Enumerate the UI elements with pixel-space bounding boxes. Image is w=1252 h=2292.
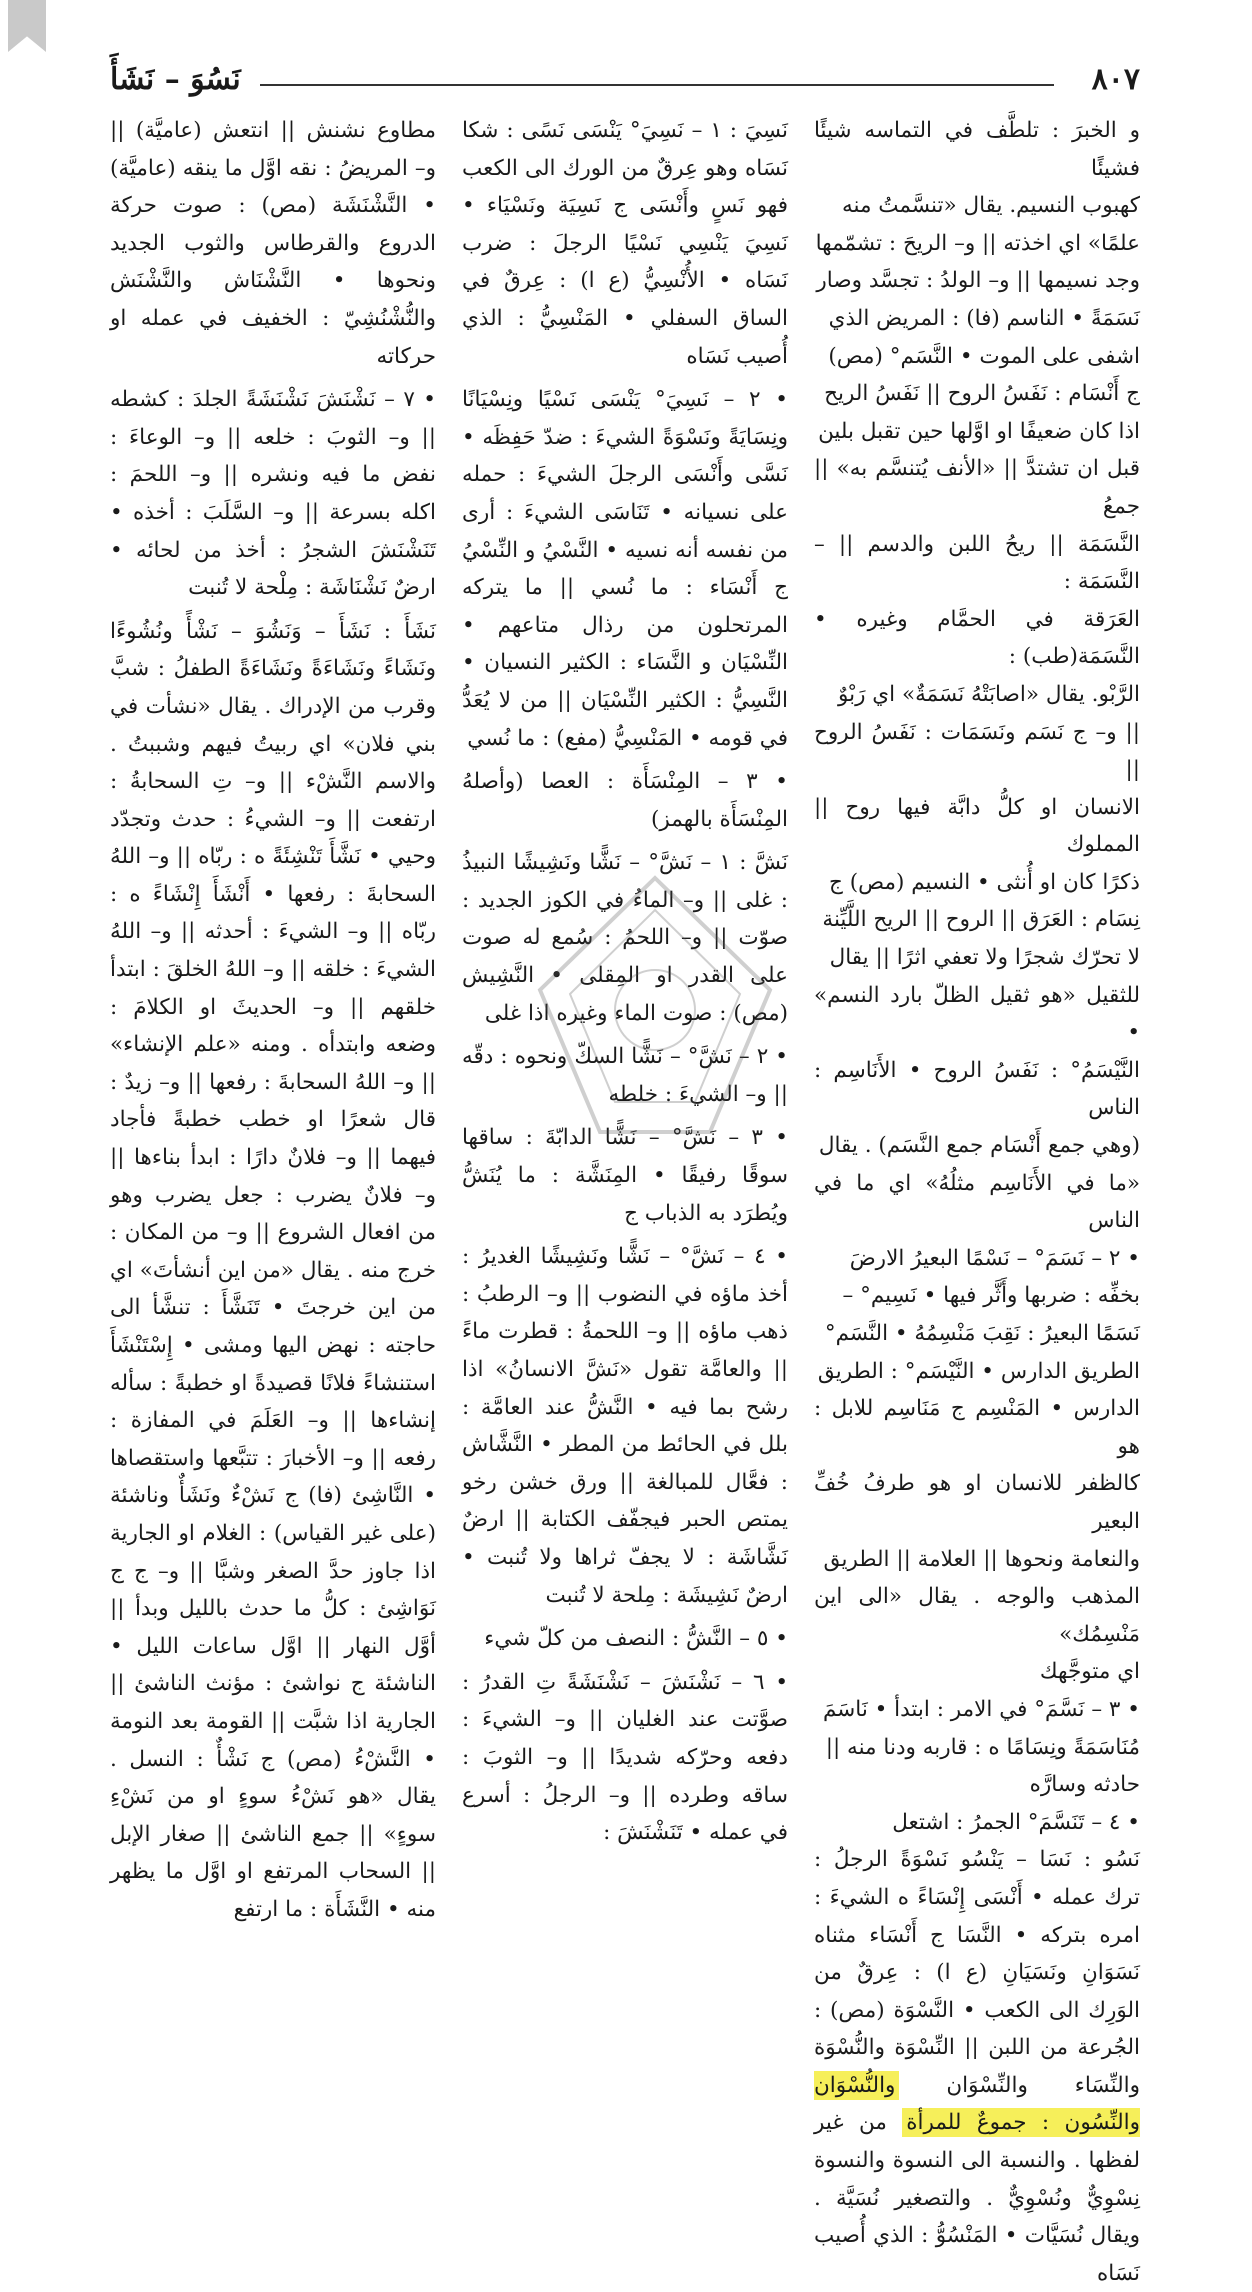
text-line: • ٣ – نَسَّمَ° في الامر : ابتدأ • نَاسَمَ [822, 1696, 1140, 1722]
text-line: لا تحرّك شجرًا ولا تعفي اثرًا || يقال [829, 945, 1140, 971]
highlighted-text: والنُّسْوَان والنِّسُون : جموعٌ للمرأة [814, 2072, 1140, 2136]
text-line: • ٢ – نَسَمَ° – نَسْمًا البعيرُ الارضَ [849, 1245, 1140, 1271]
text-line: «ما في الأَنَاسِم مثلُهُ» اي ما في الناس [814, 1170, 1140, 1234]
entry-nashsha-3: • ٣ – نَشَّ° – نَشًّا الدابّةَ : ساقها سوقًا رفيقًا • المِنَشَّة : ما يُنَشُّ ويُطرَد به الذباب ج [462, 1125, 788, 1226]
text-line: ج أَنْسَام : نَفَسُ الروح || نَفَسُ الريح [824, 381, 1140, 407]
entry-nashsha-4: • ٤ – نَشَّ° – نَشًّا ونَشِيشًا الغديرُ : أخذ ماؤه في النضوب || و– الرطبُ : ذهب ماؤه || و– اللحمةُ : قطرت ماءً || والعامَّة تقول «نَشَّ الانسانُ» اذا رشح بما فيه • النَّشُّ عند العامَّة : بلل في الحائط من المطر • النَّشَّاش : فعَّال للمبالغة || ورق خشن رخو يمتص الحبر فيجفّف الكتابة || ارضٌ نَشَّاشَة : لا يجفّ ثراها ولا تُنبت • ارضٌ نَشِيشَة : مِلحة لا تُنبت [462, 1244, 788, 1608]
entry-nashsha-6: • ٦ – نَشْنَشَ – نَشْنَشَةً تِ القدرُ : صوَّتت عند الغليان || و– الشيءَ : دفعه وحرّكه شديدًا || و– الثوبَ : ساقه وطرده || و– الرجلُ : أسرع في عمله • تَنَشْنَشَ : [462, 1669, 788, 1846]
text-line: مُنَاسَمَةً ونِسَامًا ه : قاربه ودنا منه || [825, 1734, 1140, 1760]
text-line: نِسَام : العَرَق || الروح || الريح اللَّيِّنة [822, 907, 1140, 933]
entry-nashsha: نَشَّ : ١ – نَشَّ° – نَشًّا ونَشِيشًا النبيذُ : غلى || و– الماءُ في الكوز الجديد : صوّت || و– اللحمُ : سُمع له صوت على القدر او المِقلى • النَّشِيش (مص) : صوت الماء وغيره اذا غلى [462, 850, 789, 1026]
text-line: النَّسَمَة || ريحُ اللبن والدسم || – النَّسَمَة : [814, 531, 1140, 595]
entry-nashsha-2: • ٢ – نَشَّ° – نَشًّا السكّ ونحوه : دقّه || و– الشيءَ : خلطه [462, 1044, 788, 1107]
text-line: وجد نسيمها || و– الولدُ : تجسَّد وصار [816, 268, 1140, 294]
text-line: الدارس • المَنْسِم ج مَنَاسِم للابل : هو [814, 1396, 1140, 1459]
entry-tanashnasha: مطاوع نشنش || انتعش (عاميَّة) || و– المريضُ : نقه اوَّل ما ينقه (عاميَّة) • النَّشْنَشَة (مص) : صوت حركة الدروع والقرطاس والثوب الجديد ونحوها • النَّشْنَاش والنَّشْنَش والنُّشْنُشِيّ : الخفيف في عمله او حركاته [110, 118, 436, 369]
page-header [110, 62, 1140, 102]
text-line: || و– ج نَسَم ونَسَمَات : نَفَسُ الروح || [814, 719, 1140, 783]
entry-nashaa: نَشَأَ : نَشَأَ – وَنَشُوَ – نَشْأً ونُشُوءًا ونَشَاءً ونَشَاءَةً ونَشَاءَةً الطفلُ : شبَّ وقرب من الإدراك . يقال «نشأت في بني فلان» اي ربيتُ فيهم وشببتُ . والاسم النَّشْء || و– تِ السحابةُ : ارتفعت || و– الشيءُ : حدث وتجدّد وحيي • نَشَّأَ تَنْشِئَةً ه : ربّاه || و– اللهُ السحابةَ : رفعها • أَنْشَأَ إِنْشَاءً ه : ربّاه || و– الشيءَ : أحدثه || و– اللهُ الشيءَ : خلقه || و– اللهُ الخلقَ : ابتدأ خلقهم || و– الحديثَ او الكلامَ : وضعه وابتدأه . ومنه «علم الإنشاء» || و– اللهُ السحابةَ : رفعها || و– زيدٌ : قال شعرًا او خطب خطبةً فأجاد فيهما || و– فلانٌ دارًا : ابدأ بناءها || و– فلانٌ يضرب : جعل يضرب وهو من افعال الشروع || و– من المكان : خرج منه . يقال «من اين أنشأتَ» اي من اين خرجتَ • تَنَشَّأَ : تنشَّأ الى حاجته : نهض اليها ومشى • إِسْتَنْشَأَ استنشاءً فلانًا قصيدةً او خطبةً : سأله إنشاءها || و– العَلَمَ في المفازة : رفعه || و– الأخبارَ : تتبَّعها واستقصاها • النَّاشِئ (فا) ج نَشْءٌ ونَشَأٌ وناشئة (على غير القياس) : الغلام او الجارية اذا جاوز حدَّ الصغر وشبَّا || و– ج ج نَوَاشِئ : كلُّ ما حدث بالليل وبدأ || أوَّل النهار || اوَّل ساعات الليل • الناشئة ج نواشئ : مؤنث الناشئ || الجارية اذا شبَّت || القومة بعد النومة • النَّشْءُ (مص) ج نَشْأٌ : النسل . يقال «هو نَشْءُ سوءٍ او من نَشْءِ سوءٍ» || جمع الناشئ || صغار الإبل || السحاب المرتفع او اوَّل ما يظهر منه • النَّشَأَة : ما ارتفع [110, 618, 436, 1922]
entry-text: نَسُو : نَسَا – يَنْسُو نَسْوَةً الرجلُ : ترك عمله • أَنْسَى إِنْسَاءً ه الشيءَ : امره بتركه • النَّسَا ج أَنْسَاء مثناه نَسَوَانِ ونَسَيَانِ (ع ا) : عِرقٌ من الوَرِك الى الكعب • النَّسْوَة (مص) : الجُرعة من اللبن || النِّسْوَة والنُّسْوَة والنِّسَاء والنِّسْوَان [814, 1847, 1140, 2098]
text-line: الرَّبْو. يقال «اصابَتْهُ نَسَمَةٌ» اي رَبْوٌ [838, 681, 1140, 707]
text-line: والنعامة ونحوها || العلامة || الطريق [823, 1546, 1140, 1572]
text-line: ذكرًا كان او أُنثى • النسيم (مص) ج [829, 869, 1140, 895]
column-right [814, 112, 1140, 2286]
text-line: النَّيْسَمُ° : نَفَسُ الروح • الأَنَاسِم : الناس [814, 1057, 1140, 1121]
text-line: كالظفر للانسان او هو طرفُ خُفِّ البعير [814, 1471, 1140, 1534]
bookmark-ribbon-icon [8, 0, 46, 52]
entry-nasiya-3: • ٣ – المِنْسَأَة : العصا (وأصلهُ المِنْسَأَة بالهمز) [462, 769, 788, 832]
text-line: اي متوجَّهك [1039, 1659, 1140, 1685]
right-column-lines [814, 112, 1140, 1841]
text-line: الطريق الدارس • النَّيْسَم° : الطريق [817, 1358, 1140, 1384]
text-line: كهبوب النسيم. يقال «تنسَّمتُ منه [841, 193, 1140, 219]
header-rule [260, 84, 1054, 86]
page-number: ٨٠٧ [1091, 62, 1140, 97]
column-left [110, 112, 436, 2012]
text-line: للثقيل «هو ثقيل الظلّ بارد النسم» • [814, 982, 1140, 1046]
entry-nasiya-2: • ٢ – نَسِيَ° يَنْسَى نَسْيًا ونِسْيَانًا ونِسَايَةً ونَسْوَةً الشيءَ : ضدّ حَفِظَه • نَسَّى وأَنْسَى الرجلَ الشيءَ : حمله على نسيانه • تَنَاسَى الشيءَ : أرى من نفسه أنه نسيه • النَّسْيُ و النِّسْيُ ج أَنْسَاء : ما نُسي || ما يتركه المرتحلون من رذال متاعهم • النِّسْيَان و النَّسَاء : الكثير النسيان • النَّسِيُّ : الكثير النِّسْيَان || من لا يُعَدُّ في قومه • المَنْسِيُّ (مفع) : ما نُسي [462, 387, 788, 751]
text-line: العَرَقة في الحمَّام وغيره • النَّسَمَة(طب) : [814, 606, 1140, 670]
text-line: نَسَمًا البعيرُ : نَقِبَ مَنْسِمُهُ • النَّسَم° [824, 1321, 1140, 1346]
text-line: علمًا» اي اخذته || و– الريحَ : تشمّمها [815, 230, 1140, 256]
text-line: بخفِّه : ضربها وأَثَّر فيها • نَسِيم° – [842, 1283, 1140, 1309]
text-line: نَسَمَةً • الناسم (فا) : المريض الذي [828, 305, 1140, 331]
dictionary-columns [110, 112, 1140, 2286]
entry-text: من غير لفظها . والنسبة الى النسوة والنسوة نِسْوِيٌّ ونُسْوِيٌّ . والتصغير نُسَيَّة . ويقال نُسَيَّات • المَنْسُوُّ : الذي أُصيب نَسَاه [814, 2110, 1140, 2286]
running-head: نَسُوَ – نَشَأَ [110, 62, 241, 97]
text-line: و الخبرَ : تلطَّف في التماسه شيئًا فشيئًا [814, 118, 1140, 181]
text-line: • ٤ – تَنَسَّمَ° الجمرُ : اشتعل [892, 1809, 1140, 1835]
entry-nasu [814, 1841, 1140, 2292]
entry-nasiya: نَسِيَ : ١ – نَسِيَ° يَنْسَى نَسًى : شكا نَسَاه وهو عِرقٌ من الورك الى الكعب فهو نَسٍ وأَنْسَى ج نَسِيَة ونَسْيَاء • نَسِيَ يَنْسِي نَسْيًا الرجلَ : ضرب نَسَاه • الأُنْسِيُّ (ع ا) : عِرقٌ في الساق السفلي • المَنْسِيُّ : الذي أُصيب نَسَاه [462, 118, 788, 369]
text-line: حادثه وسارَّه [1029, 1772, 1140, 1798]
text-line: اشفى على الموت • النَّسَم° (مص) [828, 343, 1140, 369]
column-middle [462, 112, 788, 2012]
text-line: الانسان او كلُّ دابَّة فيها روح || المملوك [814, 794, 1140, 858]
entry-nashnasha-7: • ٧ – نَشْنَشَ نَشْنَشَةً الجلدَ : كشطه || و– الثوبَ : خلعه || و– الوعاءَ : نفض ما فيه ونشره || و– اللحمَ : اكله بسرعة || و– السَّلَبَ : أخذه • تَنَشْنَشَ الشجرُ : أخذ من لحائه • ارضٌ نَشْنَاشَة : مِلْحة لا تُنبت [110, 387, 436, 601]
text-line: (وهي جمع أَنْسَام جمع النَّسَم) . يقال [818, 1133, 1140, 1159]
text-line: المذهب والوجه . يقال «الى اين مَنْسِمُك» [814, 1584, 1140, 1647]
entry-nashsha-5: • ٥ – النَّشُّ : النصف من كلّ شيء [484, 1626, 788, 1652]
text-line: قبل ان تشتدَّ || «الأنف يُتنسَّم به» || جمعُ [814, 456, 1140, 519]
text-line: اذا كان ضعيفًا او اوَّلها حين تقبل بلين [818, 418, 1140, 444]
